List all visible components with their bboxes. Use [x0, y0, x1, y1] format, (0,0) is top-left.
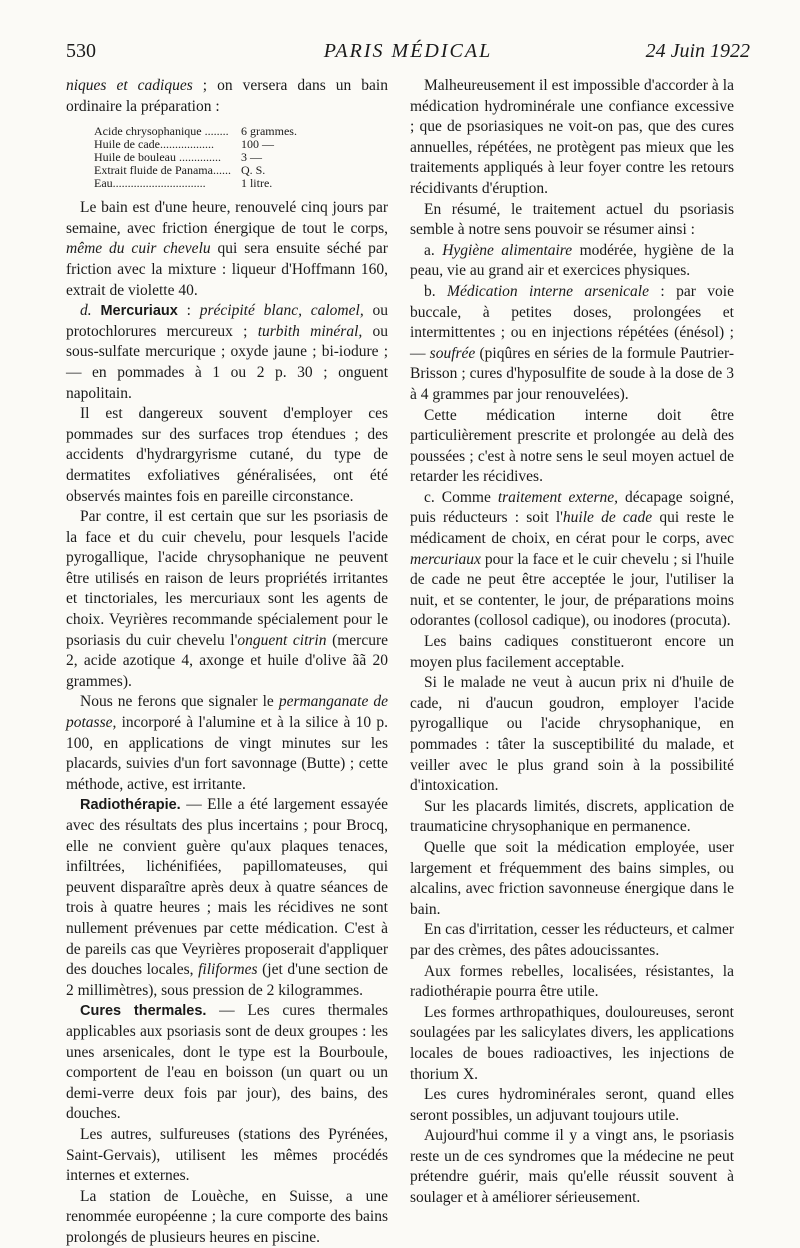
recipe-row: Extrait fluide de Panama...... Q. S.	[94, 163, 266, 178]
page-number: 530	[66, 40, 96, 62]
paragraph: Aux formes rebelles, localisées, résistantes, la radiothérapie pourra être utile.	[410, 962, 734, 1001]
paragraph: niques et cadiques ; on versera dans un bain ordinaire la préparation :	[66, 77, 388, 115]
paragraph: Malheureusement il est impossible d'accorder à la médication hydrominérale une confiance excessive ; que de psoriasiques ne voit-on pas, que des cures annuelles, répétées, ne protègent pas mieux que les traitements appliqués à leur foyer contre les retours récidivants d'éruption.	[410, 77, 734, 197]
paragraph: a. Hygiène alimentaire modérée, hygiène de la peau, vie au grand air et exercices physiques.	[410, 241, 734, 280]
paragraph: c. Comme traitement externe, décapage soigné, puis réducteurs : soit l'huile de cade qui reste le médicament de choix, en cérat pour le corps, avec mercuriaux pour la face et le cuir chevelu ; si l'huile de cade ne peut être acceptée le jour, l'utiliser la nuit, et se contenter, le jour, de préparations moins odorantes (collosol cadique), ou inodores (procuta).	[410, 488, 734, 630]
paragraph: Si le malade ne veut à aucun prix ni d'huile de cade, ni d'aucun goudron, employer l'acide pyrogallique ou l'acide chrysophanique, en pommades : tâter la susceptibilité du malade, et veiller avec le plus grand soin à la possibilité d'intoxication.	[410, 674, 734, 795]
paragraph: Les autres, sulfureuses (stations des Pyrénées, Saint-Gervais), utilisent les mêmes procédés internes et externes.	[66, 1125, 388, 1185]
page-header	[66, 40, 750, 70]
paragraph: Par contre, il est certain que sur les psoriasis de la face et du cuir chevelu, pour lesquels l'acide pyrogallique, l'acide chrysophanique ne peuvent être utilisés en raison de leurs propriétés irritantes et tinctoriales, les mercuriaux sont les agents de choix. Veyrières recommande spécialement pour le psoriasis du cuir chevelu l'onguent citrin (mercure 2, acide azotique 4, axonge et huile d'olive ãã 20 grammes).	[66, 508, 388, 690]
recipe-row: Eau............................... 1 litre.	[94, 176, 273, 191]
paragraph: Quelle que soit la médication employée, user largement et fréquemment des bains simples, ou alcalins, avec friction savonneuse énergique dans le bain.	[410, 838, 734, 918]
paragraph: b. Médication interne arsenicale : par voie buccale, à petites doses, prolongées et intermittentes ; ou en injections répétées (énésol) ; — soufrée (piqûres en séries de la formule Pautrier-Brisson ; cures d'hyposulfite de soude à la dose de 3 à 4 grammes par jour renouvelées).	[410, 282, 734, 403]
right-column	[410, 76, 734, 1209]
paragraph: En résumé, le traitement actuel du psoriasis semble à notre sens pouvoir se résumer ainsi :	[410, 200, 734, 239]
paragraph: Aujourd'hui comme il y a vingt ans, le psoriasis reste un de ces syndromes que la médecine ne peut prétendre guérir, mais qu'elle réussit souvent à soulager et à améliorer sérieusement.	[410, 1127, 734, 1207]
recipe-row: Huile de cade.................. 100 —	[94, 137, 274, 152]
paragraph: Sur les placards limités, discrets, application de traumaticine chrysophanique en permanence.	[410, 797, 734, 836]
issue-date: 24 Juin 1922	[645, 40, 750, 62]
section-radiotherapie: Radiothérapie. — Elle a été largement essayée avec des résultats des plus incertains ; pour Brocq, elle ne convient guère qu'aux plaques tenaces, infiltrées, lichénifiées, papillomateuses, qui peuvent disparaître après deux à quatre séances de trois à quatre heures ; mais les récidives ne sont nullement prévenues par cette médication. C'est à de pareils cas que Veyrières proposerait d'appliquer des douches locales, filiformes (jet d'une section de 2 millimètres), sous pression de 2 kilogrammes.	[66, 796, 388, 999]
paragraph: d. Mercuriaux : précipité blanc, calomel, ou protochlorures mercureux ; turbith minéral, ou sous-sulfate mercurique ; oxyde jaune ; bi-iodure ; — en pommades à 1 ou 2 p. 30 ; onguent napolitain.	[66, 302, 389, 402]
paragraph: Il est dangereux souvent d'employer ces pommades sur des surfaces trop étendues ; des accidents d'hydrargyrisme cutané, du type de dermatites exfoliatives généralisées, ont été observés maintes fois en pareille circonstance.	[66, 405, 388, 505]
recipe-row: Huile de bouleau .............. 3 —	[94, 150, 262, 165]
paragraph: Cette médication interne doit être particulièrement prescrite et prolongée au delà des poussées ; c'est à notre sens le seul moyen actuel de retarder les récidives.	[410, 406, 734, 486]
paragraph: En cas d'irritation, cesser les réducteurs, et calmer par des crèmes, des pâtes adoucissantes.	[410, 921, 734, 959]
section-cures-thermales: Cures thermales. — Les cures thermales applicables aux psoriasis sont de deux groupes : les unes arsenicales, dont le type est la Bourboule, comportent de l'eau en boisson (un quart ou un demi-verre deux fois par jour), des bains, des douches.	[66, 1002, 388, 1123]
recipe-row: Acide chrysophanique ........ 6 grammes.	[94, 124, 297, 139]
paragraph: Le bain est d'une heure, renouvelé cinq jours par semaine, avec friction énergique de tout le corps, même du cuir chevelu qui sera ensuite séché par friction avec la mixture : liqueur d'Hoffmann 160, extrait de violette 40.	[66, 199, 388, 299]
paragraph: Les formes arthropathiques, douloureuses, seront soulagées par les salicylates divers, les applications locales de boues radioactives, les injections de thorium X.	[410, 1003, 734, 1083]
journal-title: PARIS MÉDICAL	[323, 40, 493, 62]
paragraph: La station de Louèche, en Suisse, a une renommée européenne ; la cure comporte des bains prolongés de plusieurs heures en piscine.	[66, 1187, 388, 1246]
paragraph: Les cures hydrominérales seront, quand elles seront possibles, un adjuvant toujours utile.	[410, 1086, 734, 1124]
left-column	[66, 76, 388, 1248]
paragraph: Nous ne ferons que signaler le permanganate de potasse, incorporé à l'alumine et à la silice à 10 p. 100, en applications de vingt minutes sur les placards, suivies d'un fort savonnage (Butte) ; cette méthode, active, est irritante.	[66, 693, 388, 793]
paragraph: Les bains cadiques constitueront encore un moyen plus facilement acceptable.	[410, 633, 734, 671]
recipe-table	[94, 125, 297, 190]
